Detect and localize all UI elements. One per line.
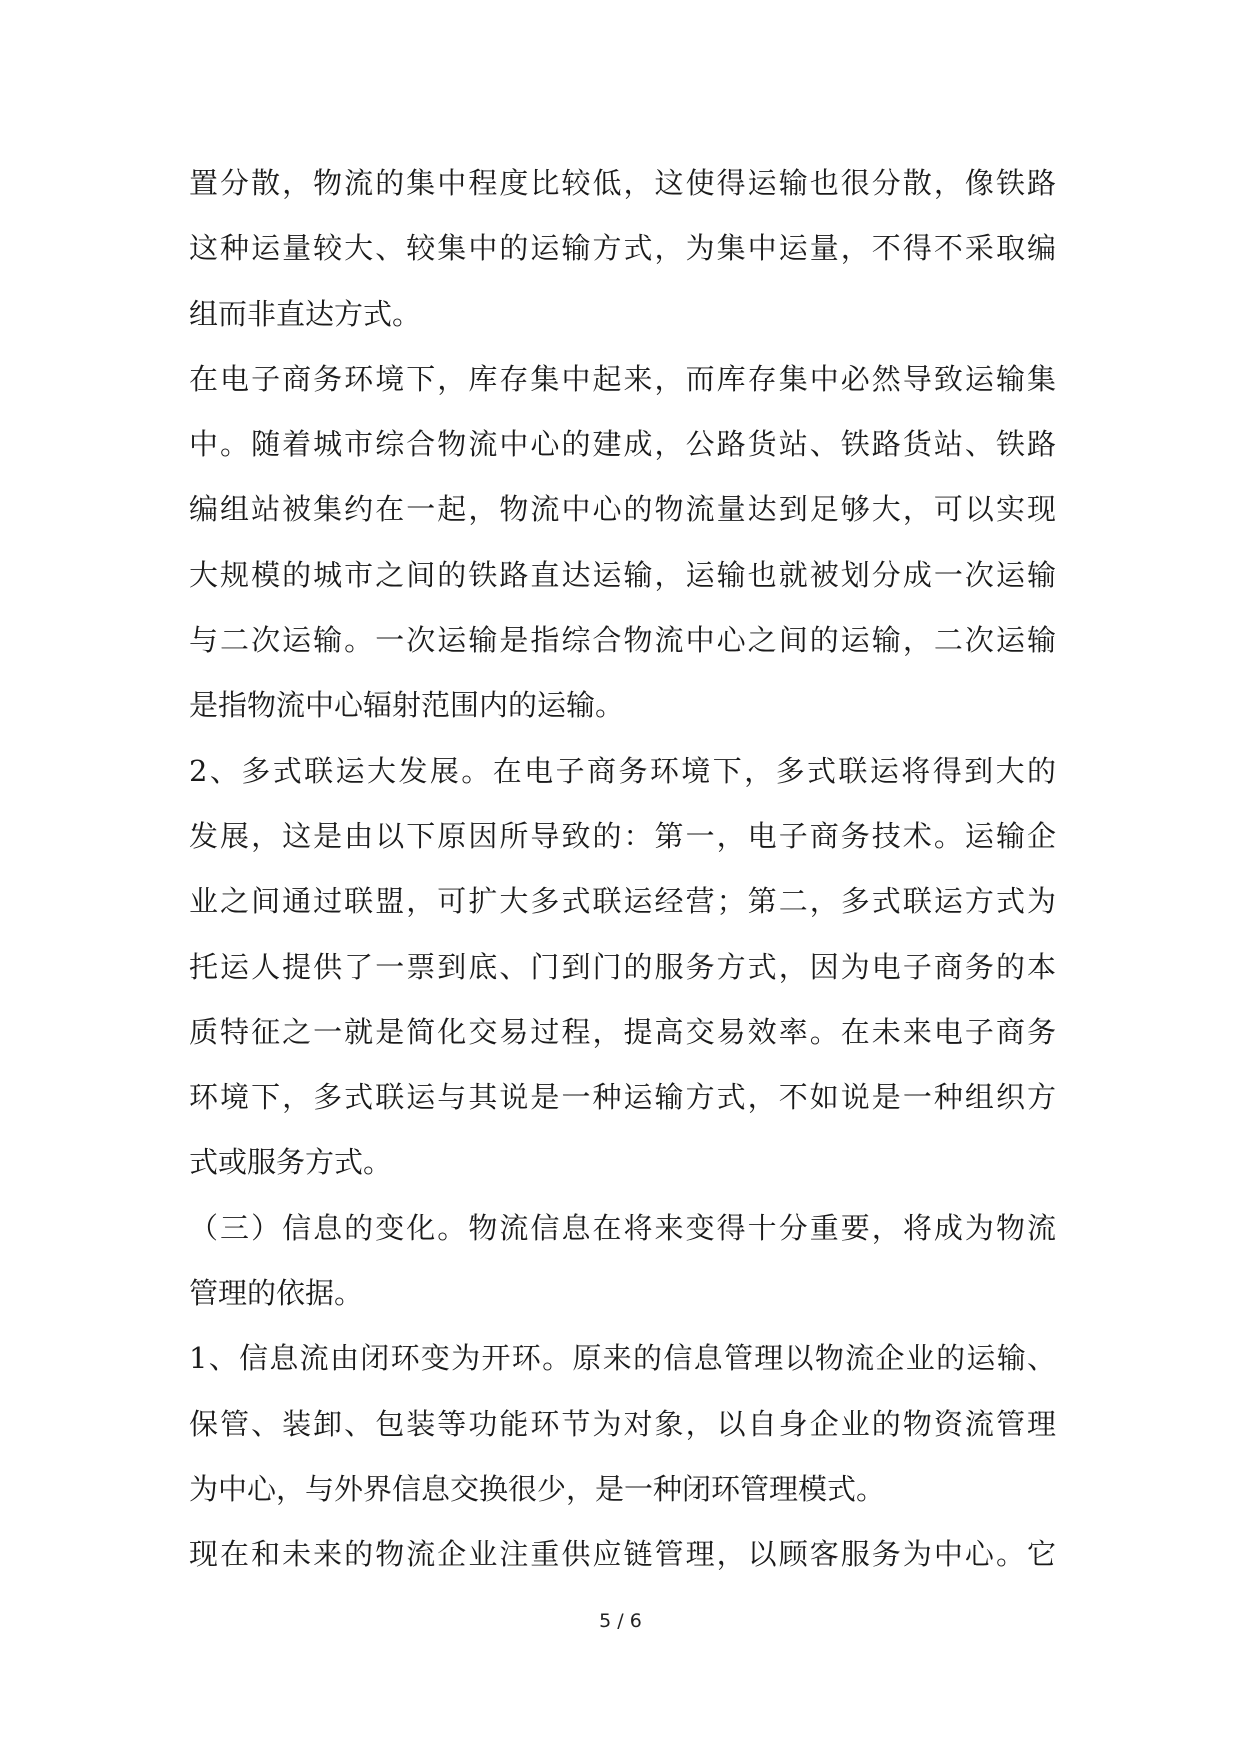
text-line: 托运人提供了一票到底、门到门的服务方式，因为电子商务的本 bbox=[189, 949, 1056, 984]
text-line: 2、多式联运大发展。在电子商务环境下，多式联运将得到大的 bbox=[189, 753, 1056, 788]
text-line: 中。随着城市综合物流中心的建成，公路货站、铁路货站、铁路 bbox=[189, 427, 1056, 462]
text-line: 为中心，与外界信息交换很少，是一种闭环管理模式。 bbox=[189, 1471, 886, 1506]
text-line: 置分散，物流的集中程度比较低，这使得运输也很分散，像铁路 bbox=[189, 166, 1056, 200]
text-line: 大规模的城市之间的铁路直达运输，运输也就被划分成一次运输 bbox=[189, 557, 1056, 592]
text-line: 质特征之一就是简化交易过程，提高交易效率。在未来电子商务 bbox=[189, 1014, 1056, 1049]
text-line: 在电子商务环境下，库存集中起来，而库存集中必然导致运输集 bbox=[189, 361, 1056, 396]
text-line: 管理的依据。 bbox=[189, 1276, 364, 1311]
text-line: 现在和未来的物流企业注重供应链管理，以顾客服务为中心。它 bbox=[189, 1537, 1056, 1572]
text-line: 业之间通过联盟，可扩大多式联运经营；第二，多式联运方式为 bbox=[189, 884, 1056, 919]
text-line: 1、信息流由闭环变为开环。原来的信息管理以物流企业的运输、 bbox=[189, 1341, 1056, 1376]
text-line: 编组站被集约在一起，物流中心的物流量达到足够大，可以实现 bbox=[189, 492, 1056, 527]
text-line: 环境下，多式联运与其说是一种运输方式，不如说是一种组织方 bbox=[189, 1080, 1056, 1115]
text-line: 保管、装卸、包装等功能环节为对象，以自身企业的物资流管理 bbox=[189, 1406, 1056, 1441]
text-line: 发展，这是由以下原因所导致的：第一，电子商务技术。运输企 bbox=[189, 818, 1056, 853]
document-body bbox=[189, 151, 1056, 1588]
text-line: 这种运量较大、较集中的运输方式，为集中运量，不得不采取编 bbox=[189, 231, 1056, 266]
text-line: 组而非直达方式。 bbox=[189, 296, 422, 331]
text-line: （三）信息的变化。物流信息在将来变得十分重要，将成为物流 bbox=[189, 1210, 1056, 1245]
text-line: 是指物流中心辐射范围内的运输。 bbox=[189, 688, 625, 723]
page-number: 5 / 6 bbox=[599, 1610, 642, 1632]
text-line: 式或服务方式。 bbox=[189, 1145, 393, 1180]
text-line: 与二次运输。一次运输是指综合物流中心之间的运输，二次运输 bbox=[189, 623, 1056, 658]
